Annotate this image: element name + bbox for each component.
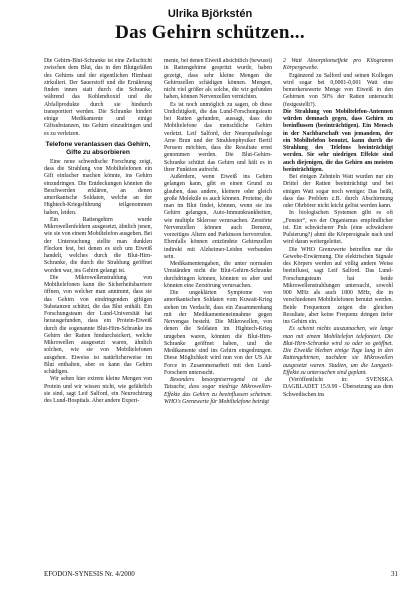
paragraph-italic: 2 Watt Absorptionseffekt pro Kilogramm Körpergewebe. <box>283 58 393 72</box>
article-title: Das Gehirn schützen... <box>115 22 305 43</box>
paragraph: Die Gehirn-Blut-Schranke ist eine Zellschicht zwischen dem Blut, das in den Blutgefäßen des Gehirns und der eigentlichen Hirnhaut zirkuliert. Der Sauerstoff und die Ernährung finden innen statt durch die Schranke, während das Kohlendioxid und die Abfallprodukte durch sie hindurch transportiert werden. Die Schranke hindert einige Medikamente und einige Giftsubstanzen, ins Gehirn einzudringen und es zu verletzen. <box>44 58 152 137</box>
paragraph: Medikamentengaben, die unter normalen Umständen nicht die Blut-Gehirn-Schranke durchdringen können, könnten es aber und könnten eine Zerstörung verursachen. <box>164 261 272 289</box>
page-number: 31 <box>391 570 398 578</box>
paragraph: Ergänzend zu Salford und seinen Kollegen wird sogar bei 0,0001-0,001 Watt eine bemerkenswerte Menge von Eiweiß in den Gehirnen von 50% der Ratten untersucht (festgestellt?). <box>283 72 393 108</box>
paragraph: Außerdem, wenn Eiweiß ins Gehirn gelangen kann, gibt es einen Grund zu glauben, dass andere, kleinere oder gleich große Moleküle es auch können. Proteine, die man im Blut findet, können, wenn sie ins Gehirn gelangen, Auto-Immunkrankheiten, wie multiple Sklerose verursachen. Zerstörte Nervenzellen können auch Demenz, vorzeitiges Altern und Parkinson hervorrufen. Ebenfalls können entzündete Gehirnzellen indirekt mit Alzheimer-Leiden verbunden sein. <box>164 174 272 260</box>
paragraph: Wir sehen hier extrem kleine Mengen von Protein und wir wissen nicht, wie gefährlich sie sind, sagt Leif Salford, ein Neurochirurg des Lund-Hospitals. Aber andere Experi- <box>44 376 152 404</box>
paragraph-italic: Es scheint nichts auszumachen, wie lange man mit einem Mobiltelefon telefoniert. Die Blut-Hirn-Schranke wird so oder so geöffnet. Die Eiweiße bleiben einige Tage lang in den Rattengehirnen, nachdem sie Mikrowellen ausgesetzt waren. Studien, um die Langzeit-Effekte zu untersuchen sind geplant. <box>283 326 393 376</box>
paragraph: Die ungeklärten Symptome von amerikanischen Soldaten vom Kuwait-Krieg stehen im Verdacht, dass ein Zusammenhang mit der Medikamenteneinnahme gegen Nervengas besteht. Die Mikrowellen, von denen die Soldaten im Hightech-Krieg umgeben waren, könnten die Blut-Hirn-Schranke geöffnet haben, und die Medikamente sind ins Gehirn eingedrungen. Diese Möglichkeit wird nun von der US Air Force in Zusammenarbeit mit den Lund-Forschern untersucht. <box>164 290 272 376</box>
paragraph-italic: Besonders besorgniserregend ist die Tatsache, dass sogar niedrige Mikrowellen-Effekte das Gehirn zu beeinflussen scheinen. WHO's Grenzwerte für Mobiltelefone beträgt <box>164 377 272 405</box>
paragraph-bold: Die Strahlung von Mobiltelefon-Antennen würden demnach gegen, dass Gehirn zu beeinflussen (beeinträchtigen). Ein Mensch in der Nachbarschaft von jemandem, der ein Mobiltelefon benutzt, kann durch die Strahlung des Telefons beeinträchtigt werden. Sie sehr niedrigen Effekte sind auch diejenigen, die das Gehirn am meisten beeinträchtigen. <box>283 108 393 173</box>
paragraph: In biologischen Systemen gibt es oft „Fenster“, wo der Organismus empfindlicher ist. Ein schwächerer Puls (eine schwächere Pulsierung?) ahmt die Körpersignale nach und wird daran weitergeleitet. <box>283 210 393 246</box>
paragraph: (Veröffentlicht in: SVENSKA DAGBLADET 15.9.99 - Übersetzung aus dem Schwedischen ins <box>283 377 393 398</box>
footer-publication: EFODON-SYNESIS Nr. 4/2000 <box>44 570 135 578</box>
column-2 <box>164 58 272 566</box>
paragraph: Die Mikrowellenstrahlung von Mobiltelefonen kann die Sicherheitsbarriere öffnen, von welcher man annimmt, dass sie das Gehirn von eindringenden giftigen Substanzen schützt, die das Blut enthält. Ein Forschungsteam der Lund-Universität hat herausgefunden, dass ein Protein-Eiweiß durch die sogenannte Blut-Hirn-Schranke ins Gehirn der Ratten hindurchsickert, welche Mikrowellen ausgesetzt waren, ähnlich solchen, wie sie von Mobiltelefonen ausgehen. Eiweiss ist natürlicherweise im Blut enthalten, aber es kann das Gehirn schädigen. <box>44 274 152 375</box>
article-author: Ulrika Björkstén <box>167 8 253 20</box>
column-3 <box>283 58 393 566</box>
section-heading: Telefone veranlassen das Gehirn, Gifte zu absorbieren <box>45 140 151 156</box>
page-footer <box>44 570 398 578</box>
paragraph: Die WHO Grenzwerte betreffen nur die Gewebe-Erwärmung. Die elektrischen Signale des Körpers werden auf völlig andere Weise beeinflusst, sagt Leif Salford. Das Lund-Forschungsteam hat beide Mikrowellenstrahlungen untersucht, sowohl 900 MHz als auch 1800 MHz, die in verschiedenen Mobiltelefonen benutzt werden. Beide Frequenzen zeigen die gleichen Resultate, aber keine Frequenz dringen tiefer ins Gehirn ein. <box>283 246 393 325</box>
paragraph: Bei einigen Zehnteln Watt wurden nur ein Drittel der Ratten beeinträchtigt und bei einigen Watt sogar noch weniger. Das heißt, dass das Problem z.B. durch Abschirmung oder Ohrhörer nicht leicht gelöst werden kann. <box>283 174 393 209</box>
paragraph: Es ist noch unmöglich zu sagen, ob diese Undichtigkeit, die das Lund-Forschungsteam bei Ratten gefunden, aussagt, dass die Mobiltelefone das menschliche Gehirn verletzt. Leif Salford, der Neuropathologe Arne Brun und der Strahlenphysiker Bertil Persson möchten, dass die Resultate ernst genommen werden. Die Blut-Gehirn-Schranke schützt das Gehirn und hält es in ihrer Funktion aufrecht. <box>164 101 272 173</box>
paragraph: mente, bei denen Eiweiß absichtlich (bewusst) in Rattengehirne gespritzt wurde, haben gezeigt, dass sehr kleine Mengen die Gehirnzellen schädigen können. Mengen, nicht viel größer als solche, die wir gefunden haben, können Nervenzellen vernichten. <box>164 58 272 101</box>
column-1 <box>44 58 152 566</box>
paragraph: Ein Rattengehirn wurde Mikrowellenfeldern ausgesetzt, ähnlich jenen, wie sie von einem Mobiltelefon ausgehen. Bei der Untersuchung stellte man dunklen Flecken fest, bei denen es sich um Eiweiß handelt, welches durch die Blut-Hirn-Schranke, die durch die Strahlung geöffnet worden war, ins Gehirn gelangt ist. <box>44 216 152 274</box>
paragraph: Eine neue schwedische Forschung zeigt, dass die Strahlung von Mobiltelefonen ein Gift einfacher machen könnte, ins Gehirn einzudringen. Die Entdeckungen könnten die Beschwerden erklären, an denen amerikanische Soldaten, welche an der Hightech-Kriegsführung teilgenommen haben, leiden. <box>44 158 152 216</box>
